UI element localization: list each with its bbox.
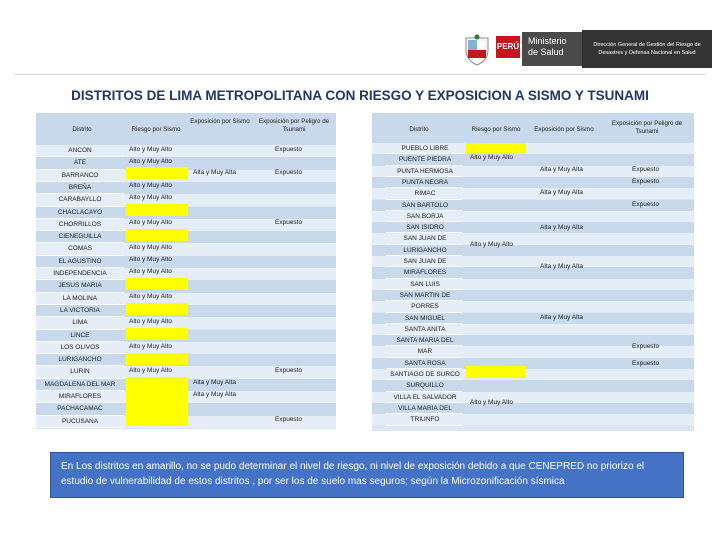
right-expo-sismo-2: Alta y Muy Alta xyxy=(540,189,583,196)
left-district-name: CHORRILLOS xyxy=(58,220,102,228)
ministry-label xyxy=(522,32,584,66)
ministry-line-2: de Salud xyxy=(528,47,564,57)
left-yellow-jesus-maria xyxy=(126,278,188,290)
right-header-riesgo: Riesgo por Sismo xyxy=(471,126,521,133)
left-header-expo-sismo: Exposición por Sismo xyxy=(190,118,250,125)
left-header-riesgo: Riesgo por Sismo xyxy=(131,126,181,133)
right-header-expo-tsunami: Exposición por Peligro de Tsunami xyxy=(611,120,683,135)
left-district-name: LINCE xyxy=(70,331,90,339)
left-expuesto-2: Expuesto xyxy=(275,169,303,176)
left-district-name: CHACLACAYO xyxy=(57,208,103,216)
left-riesgo-chorrillos: Alto y Muy Alto xyxy=(129,219,172,226)
left-district-name: MIRAFLORES xyxy=(58,393,102,400)
left-district-name: LURIN xyxy=(70,368,90,376)
coat-of-arms-icon xyxy=(462,34,492,66)
right-district-name: PUENTE PIEDRA xyxy=(398,156,452,164)
right-expo-sismo-4: Alta y Muy Alta xyxy=(540,263,583,270)
left-district-name: JESUS MARIA xyxy=(58,282,102,290)
left-expuesto-1: Expuesto xyxy=(275,146,303,153)
right-district-name: SAN BORJA xyxy=(406,212,444,220)
left-yellow-lurigancho xyxy=(126,353,188,365)
left-district-name: LIMA xyxy=(72,319,88,327)
left-district-name: CIENEGUILLA xyxy=(58,233,102,241)
left-district-name: LA MOLINA xyxy=(62,294,98,302)
left-district-name: BARRANCO xyxy=(61,171,99,179)
left-district-name: PACHACAMAC xyxy=(57,405,103,413)
right-expo-sismo-5: Alta y Muy Alta xyxy=(540,314,583,321)
left-yellow-pucusana xyxy=(126,414,188,426)
right-district-name: SAN JUAN DE xyxy=(403,258,447,265)
left-riesgo-lima: Alto y Muy Alto xyxy=(129,318,172,325)
right-row-separator xyxy=(386,425,462,426)
left-riesgo-ate: Alto y Muy Alto xyxy=(129,158,172,165)
right-district-name: PUNTA NEGRA xyxy=(401,178,449,186)
left-district-name: ANCON xyxy=(68,147,92,154)
left-expo-sismo-1: Alta y Muy Alta xyxy=(193,169,236,176)
left-yellow-lince xyxy=(126,328,188,340)
right-riesgo-3: Alto y Muy Alto xyxy=(470,399,513,406)
right-district-name: SAN LUIS xyxy=(410,280,440,288)
left-district-name: LURIGANCHO xyxy=(58,356,102,364)
left-district-name: EL AGUSTINO xyxy=(58,257,102,265)
right-district-name: VILLA EL SALVADOR xyxy=(393,393,457,401)
right-yellow-pueblo-libre xyxy=(466,143,526,154)
left-riesgo-ancon: Alto y Muy Alto xyxy=(129,146,172,153)
left-riesgo-el-agustino: Alto y Muy Alto xyxy=(129,256,172,263)
right-expo-sismo-1: Alta y Muy Alta xyxy=(540,166,583,173)
right-expuesto-4: Expuesto xyxy=(632,343,660,350)
left-yellow-la-victoria xyxy=(126,303,188,315)
right-expuesto-1: Expuesto xyxy=(632,166,660,173)
note-box: En Los distritos en amarillo, no se pudo determinar el nivel de riesgo, ni nivel de exposición debido a que CENEPRED no priorizo el estudio de vulnerabilidad de estos distritos , por ser los de suelo mas seguros; según la Microzonificación sísmica xyxy=(50,452,684,498)
left-district-name: COMAS xyxy=(68,245,92,253)
right-expuesto-2: Expuesto xyxy=(632,178,660,185)
right-district-name: SAN MARTIN DE xyxy=(399,291,451,299)
right-header-distrito: Distrito xyxy=(409,126,429,133)
page-title: DISTRITOS DE LIMA METROPOLITANA CON RIESGO Y EXPOSICION A SISMO Y TSUNAMI xyxy=(71,88,649,103)
left-district-name: MAGDALENA DEL MAR xyxy=(44,380,116,388)
office-line-2: Desastres y Defensa Nacional en Salud xyxy=(598,50,696,56)
office-line-1: Dirección General de Gestión del Riesgo de xyxy=(593,42,701,48)
office-label xyxy=(582,30,712,68)
left-expo-sismo-2: Alta y Muy Alta xyxy=(193,379,236,386)
left-riesgo-lurin: Alto y Muy Alto xyxy=(129,367,172,374)
right-district-name: SANTIAGO DE SURCO xyxy=(390,371,460,378)
right-district-name: SANTA ANITA xyxy=(404,325,446,333)
left-yellow-chaclacayo xyxy=(126,204,188,216)
peru-label: PERÚ xyxy=(496,36,520,58)
right-district-name: SANTA ROSA xyxy=(404,359,446,367)
right-riesgo-2: Alto y Muy Alto xyxy=(470,241,513,248)
left-district-name: BREÑA xyxy=(68,183,92,191)
right-district-name: VILLA MARIA DEL xyxy=(398,404,452,412)
left-district-name: LOS OLIVOS xyxy=(60,343,100,351)
left-riesgo-comas: Alto y Muy Alto xyxy=(129,244,172,251)
right-district-name: MAR xyxy=(417,348,433,356)
right-district-name: SAN ISIDRO xyxy=(406,224,444,232)
header-divider xyxy=(14,74,706,75)
right-expuesto-3: Expuesto xyxy=(632,201,660,208)
left-yellow-cieneguilla xyxy=(126,229,188,241)
right-district-name: LURIGANCHO xyxy=(403,246,447,254)
left-district-name: ATE xyxy=(73,159,87,167)
left-riesgo-brena: Alto y Muy Alto xyxy=(129,182,172,189)
right-expo-sismo-3: Alta y Muy Alta xyxy=(540,224,583,231)
right-district-name: PUEBLO LIBRE xyxy=(401,145,449,152)
right-district-name: PUNTA HERMOSA xyxy=(397,167,453,175)
right-district-name: SURQUILLO xyxy=(406,382,444,390)
left-riesgo-carabayllo: Alto y Muy Alto xyxy=(129,194,172,201)
left-riesgo-la-molina: Alto y Muy Alto xyxy=(129,293,172,300)
right-district-name: TRIUNFO xyxy=(410,416,440,424)
ministry-logo xyxy=(462,30,584,72)
left-expuesto-3: Expuesto xyxy=(275,219,303,226)
right-district-name: PORRES xyxy=(411,303,439,311)
left-district-name: PUCUSANA xyxy=(61,417,99,425)
left-header-distrito: Distrito xyxy=(72,126,92,133)
left-riesgo-independencia: Alto y Muy Alto xyxy=(129,268,172,275)
left-row-separator xyxy=(36,427,124,428)
left-district-name: INDEPENDENCIA xyxy=(53,270,107,277)
left-yellow-magdalena-pachacamac xyxy=(126,377,188,414)
right-district-name: SAN JUAN DE xyxy=(403,235,447,243)
right-header-expo-sismo: Exposición por Sismo xyxy=(534,126,594,133)
ministry-line-1: Ministerio xyxy=(528,36,567,46)
left-expuesto-5: Expuesto xyxy=(275,416,303,423)
right-district-name: RIMAC xyxy=(414,190,436,198)
right-district-name: SAN BARTOLO xyxy=(402,201,448,209)
right-district-name: MIRAFLORES xyxy=(403,269,447,277)
right-riesgo-1: Alto y Muy Alto xyxy=(470,154,513,161)
left-district-name: LA VICTORIA xyxy=(60,306,100,314)
left-riesgo-los-olivos: Alto y Muy Alto xyxy=(129,343,172,350)
right-district-name: SANTA MARIA DEL xyxy=(396,337,454,345)
right-district-name: SAN MIGUEL xyxy=(404,314,446,322)
right-expuesto-5: Expuesto xyxy=(632,360,660,367)
left-expuesto-4: Expuesto xyxy=(275,367,303,374)
left-expo-sismo-3: Alta y Muy Alta xyxy=(193,391,236,398)
right-yellow-santiago-de-surco xyxy=(466,366,526,378)
left-header-expo-tsunami: Exposición por Peligro de Tsunami xyxy=(258,118,330,133)
left-yellow-barranco xyxy=(126,167,188,179)
left-district-name: CARABAYLLO xyxy=(58,196,102,204)
